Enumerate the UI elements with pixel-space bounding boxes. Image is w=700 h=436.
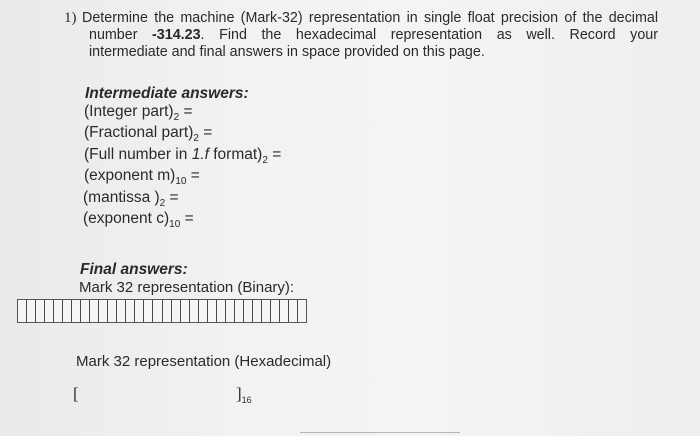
integer-part-label: (Integer part)	[84, 103, 174, 120]
fractional-part-label: (Fractional part)	[84, 124, 194, 141]
exponent-m-row	[84, 167, 200, 187]
bit-box[interactable]	[135, 300, 144, 322]
bit-box[interactable]	[298, 300, 306, 322]
bit-box[interactable]	[253, 300, 262, 322]
exponent-c-row	[83, 210, 194, 230]
full-number-label: (Full number in	[84, 146, 192, 163]
base-subscript: 10	[175, 176, 187, 187]
mantissa-row	[83, 189, 179, 209]
bit-box[interactable]	[108, 300, 117, 322]
question-text-cont: . Find the hexadecimal representation as well. Record your	[200, 27, 658, 43]
equals-sign: =	[186, 167, 200, 184]
question-line-1: Determine the machine (Mark-32) representation in single float precision of the decimal	[82, 10, 658, 26]
equals-sign: =	[180, 210, 194, 227]
bit-box[interactable]	[36, 300, 45, 322]
base-subscript: 2	[193, 133, 199, 144]
bit-box[interactable]	[72, 300, 81, 322]
fractional-part-row	[84, 124, 212, 144]
bit-box[interactable]	[262, 300, 271, 322]
bit-box[interactable]	[63, 300, 72, 322]
hex-close-bracket	[236, 384, 252, 405]
final-heading: Final answers:	[80, 261, 188, 278]
hex-label: Mark 32 representation (Hexadecimal)	[76, 353, 332, 370]
bit-box[interactable]	[208, 300, 217, 322]
bit-box[interactable]	[99, 300, 108, 322]
bit-box[interactable]	[117, 300, 126, 322]
bit-box[interactable]	[18, 300, 27, 322]
bit-box[interactable]	[280, 300, 289, 322]
question-number: 1)	[64, 10, 77, 26]
hex-open-bracket: [	[73, 384, 79, 403]
bit-box[interactable]	[45, 300, 54, 322]
equals-sign: =	[179, 103, 193, 120]
bit-box[interactable]	[244, 300, 253, 322]
bit-box[interactable]	[226, 300, 235, 322]
question-line-3: intermediate and final answers in space provided on this page.	[89, 44, 485, 60]
question-line-2	[89, 27, 658, 44]
page-edge-line	[300, 432, 460, 433]
base-subscript: 2	[173, 112, 180, 123]
bit-box[interactable]	[172, 300, 181, 322]
bit-box[interactable]	[235, 300, 244, 322]
question-text: number	[89, 27, 153, 43]
bit-box[interactable]	[54, 300, 63, 322]
full-number-row	[84, 146, 281, 166]
equals-sign: =	[267, 146, 282, 163]
mantissa-label: (mantissa )	[83, 189, 160, 206]
format-italic: 1.f	[191, 146, 209, 163]
equals-sign: =	[198, 124, 213, 141]
base-subscript: 16	[241, 395, 252, 405]
bit-box[interactable]	[217, 300, 226, 322]
bit-box[interactable]	[126, 300, 135, 322]
exponent-m-label: (exponent m)	[84, 167, 176, 184]
base-subscript: 2	[262, 155, 268, 166]
bit-box[interactable]	[199, 300, 208, 322]
base-subscript: 2	[159, 198, 166, 209]
bit-box[interactable]	[90, 300, 99, 322]
bit-box[interactable]	[271, 300, 280, 322]
bracket-glyph: ]	[236, 384, 242, 403]
intermediate-heading: Intermediate answers:	[85, 85, 249, 102]
bit-box[interactable]	[81, 300, 90, 322]
base-subscript: 10	[169, 219, 181, 230]
bit-box[interactable]	[27, 300, 36, 322]
bit-box[interactable]	[190, 300, 199, 322]
bit-box[interactable]	[289, 300, 298, 322]
bit-box[interactable]	[163, 300, 172, 322]
bit-box[interactable]	[153, 300, 162, 322]
bit-box[interactable]	[181, 300, 190, 322]
binary-bit-boxes[interactable]	[17, 299, 307, 323]
full-number-label-end: format)	[208, 146, 263, 163]
binary-label: Mark 32 representation (Binary):	[79, 279, 295, 296]
equals-sign: =	[165, 189, 179, 206]
bit-box[interactable]	[144, 300, 153, 322]
integer-part-row	[84, 103, 193, 123]
exponent-c-label: (exponent c)	[83, 210, 170, 227]
decimal-value: -314.23	[152, 27, 201, 43]
